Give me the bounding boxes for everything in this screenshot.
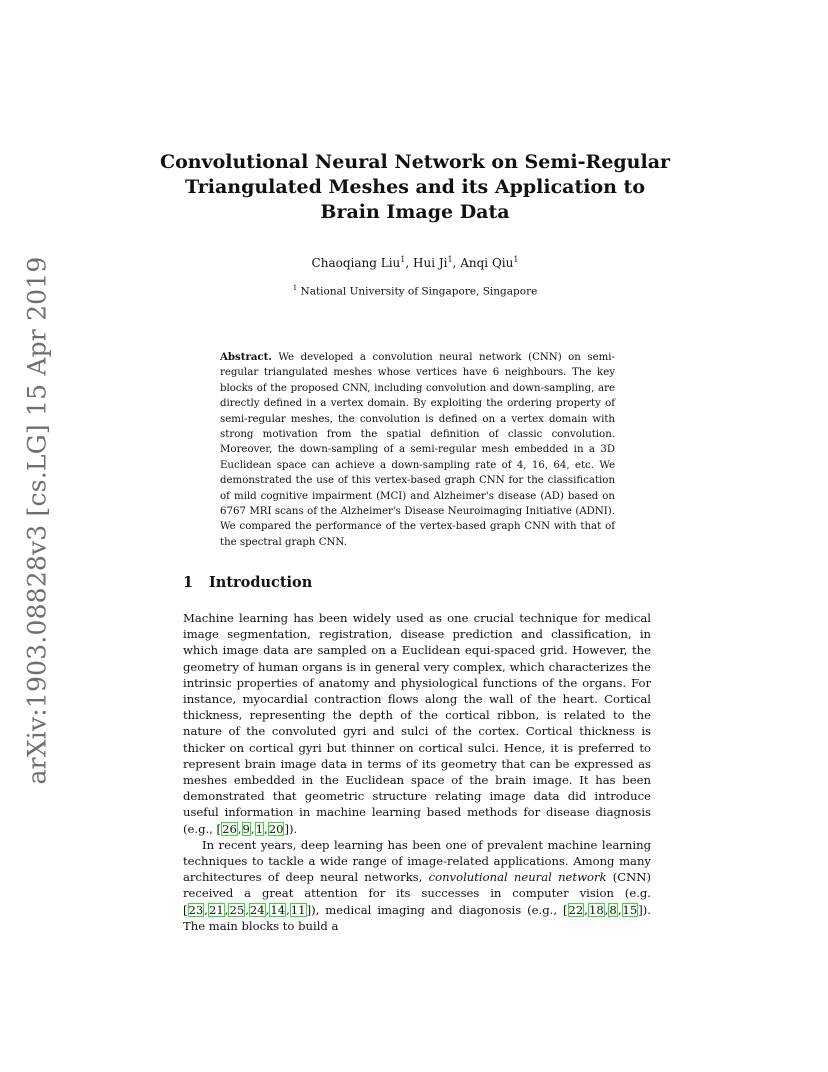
citation-link[interactable]: 18 bbox=[588, 902, 604, 917]
arxiv-identifier-stamp bbox=[17, 255, 57, 785]
citation-link[interactable]: 8 bbox=[609, 902, 617, 917]
abstract-text: We developed a convolution neural network (CNN) on semi-regular triangulated meshes whose vertices have 6 neighbours. The key blocks of the proposed CNN, including convolution and down-sampling, are directly defined in a vertex domain. By exploiting the ordering property of semi-regular meshes, the convolution is defined on a vertex domain with strong motivation from the spatial definition of classic convolution. Moreover, the down-sampling of a semi-regular mesh embedded in a 3D Euclidean space can achieve a down-sampling rate of 4, 16, 64, etc. We demonstrated the use of this vertex-based graph CNN for the classification of mild cognitive impairment (MCI) and Alzheimer's disease (AD) based on 6767 MRI scans of the Alzheimer's Disease Neuroimaging Initiative (ADNI). We compared the performance of the vertex-based graph CNN with that of the spectral graph CNN. bbox=[220, 352, 615, 548]
author-list bbox=[150, 255, 680, 270]
author-affil-mark: 1 bbox=[513, 255, 519, 264]
citation-link[interactable]: 9 bbox=[242, 821, 250, 836]
citation-link[interactable]: 24 bbox=[249, 902, 265, 917]
author-name: Anqi Qiu bbox=[460, 256, 514, 270]
author-affil-mark: 1 bbox=[400, 255, 406, 264]
citation-link[interactable]: 25 bbox=[229, 902, 245, 917]
title-line-2: Triangulated Meshes and its Application to bbox=[184, 176, 646, 198]
arxiv-stamp-text: arXiv:1903.08828v3 [cs.LG] 15 Apr 2019 bbox=[22, 255, 52, 785]
affiliation-text: National University of Singapore, Singapore bbox=[300, 285, 538, 298]
title-line-1: Convolutional Neural Network on Semi-Regular bbox=[159, 151, 671, 173]
citation-link[interactable]: 22 bbox=[568, 902, 584, 917]
author-name: Hui Ji bbox=[413, 256, 448, 270]
author-separator: , bbox=[452, 256, 461, 270]
citation-link[interactable]: 1 bbox=[255, 821, 263, 836]
author-name: Chaoqiang Liu bbox=[311, 256, 401, 270]
paragraph: In recent years, deep learning has been one of prevalent machine learning techniques to tackle a wide range of image-related applications. Among many architectures of deep neural networks, convolutional neural network (CNN) received a great attention for its successes in computer vision (e.g. [23,21,25,24,14,11]), medical imaging and diagonosis (e.g., [22,18,8,15]). The main blocks to build a bbox=[183, 837, 651, 933]
paragraph: Machine learning has been widely used as one crucial technique for medical image segmentation, registration, disease prediction and classification, in which image data are sampled on a Euclidean equi-spaced grid. However, the geometry of human organs is in general very complex, which characterizes the intrinsic properties of anatomy and physiological functions of the organs. For instance, myocardial contraction flows along the wall of the heart. Cortical thickness, representing the depth of the cortical ribbon, is related to the nature of the convoluted gyri and sulci of the cortex. Cortical thickness is thicker on cortical gyri but thinner on cortical sulci. Hence, it is preferred to represent brain image data in terms of its geometry that can be expressed as meshes embedded in the Euclidean space of the brain image. It has been demonstrated that geometric structure relating image data did introduce useful information in machine learning based methods for disease diagnosis (e.g., [26,9,1,20]). bbox=[183, 611, 651, 836]
paper-title bbox=[150, 150, 680, 225]
author-affil-mark: 1 bbox=[447, 255, 453, 264]
paragraph-text: ]). bbox=[284, 821, 298, 836]
citation-link[interactable]: 20 bbox=[268, 821, 284, 836]
citation-link[interactable]: 26 bbox=[222, 821, 237, 836]
citation-link[interactable]: 11 bbox=[290, 902, 306, 917]
introduction-body bbox=[183, 610, 651, 934]
paragraph-text: (CNN) received a great attention for its successes in computer vision (e.g. [ bbox=[183, 870, 651, 917]
emphasized-text: convolutional neural network bbox=[428, 870, 607, 885]
paragraph-text: ]). The main blocks to build a bbox=[183, 902, 651, 933]
abstract-label: Abstract. bbox=[220, 351, 272, 363]
section-heading bbox=[183, 574, 312, 591]
paragraph-text: Machine learning has been widely used as one crucial technique for medical image segmentation, registration, disease prediction and classification, in which image data are sampled on a Euclidean equi-spaced grid. However, the geometry of human organs is in general very complex, which characterizes the intrinsic properties of anatomy and physiological functions of the organs. For instance, myocardial contraction flows along the wall of the heart. Cortical thickness, representing the depth of the cortical ribbon, is related to the nature of the convoluted gyri and sulci of the cortex. Cortical thickness is thicker on cortical gyri but thinner on cortical sulci. Hence, it is preferred to represent brain image data in terms of its geometry that can be expressed as meshes embedded in the Euclidean space of the brain image. It has been demonstrated that geometric structure relating image data did introduce useful information in machine learning based methods for disease diagnosis (e.g., [ bbox=[183, 611, 651, 836]
title-line-3: Brain Image Data bbox=[320, 201, 510, 223]
paragraph-text: ]), medical imaging and diagonosis (e.g., [ bbox=[306, 902, 568, 917]
author-separator: , bbox=[405, 256, 413, 270]
citation-link[interactable]: 23 bbox=[188, 902, 204, 917]
abstract bbox=[220, 350, 615, 550]
citation-link[interactable]: 14 bbox=[270, 902, 286, 917]
citation-link[interactable]: 15 bbox=[622, 902, 638, 917]
paragraph-text: In recent years, deep learning has been one of prevalent machine learning techniques to tackle a wide range of image-related applications. Among many architectures of deep neural networks, bbox=[183, 837, 651, 885]
section-number: 1 bbox=[183, 574, 194, 591]
affiliation bbox=[150, 284, 680, 298]
section-title: Introduction bbox=[209, 574, 313, 591]
citation-link[interactable]: 21 bbox=[208, 902, 224, 917]
affiliation-mark: 1 bbox=[292, 284, 298, 292]
